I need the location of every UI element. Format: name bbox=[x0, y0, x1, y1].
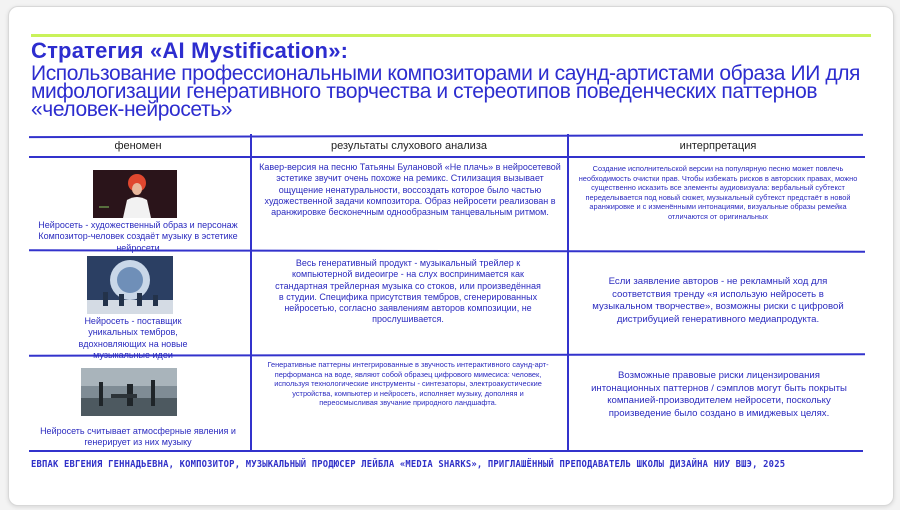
performer-photo bbox=[93, 170, 177, 218]
performance-photo bbox=[81, 368, 177, 416]
row1-interpretation: Создание исполнительской версии на популярную песню может повлечь необходимость очистки прав. Чтобы избежать рисков в авторских правах, можно существенно исказить все элементы аудиовизуала: вербальный субтекст переделывается под новый сюжет, музыкальный субтекст предстаёт в новой аранжировке и с изменёнными интонациями, визуальные образы ремейка отличаются от оригинальных bbox=[578, 164, 858, 221]
table-line bbox=[29, 450, 863, 452]
header-phenomenon: феномен bbox=[114, 140, 162, 152]
author-footer: ЕВПАК ЕВГЕНИЯ ГЕННАДЬЕВНА, КОМПОЗИТОР, МУЗЫКАЛЬНЫЙ ПРОДЮСЕР ЛЕЙБЛА «MEDIA SHARKS», ПРИГЛАШЁННЫЙ ПРЕПОДАВАТЕЛЬ ШКОЛЫ ДИЗАЙНА НИУ ВШЭ, 2025 bbox=[31, 459, 786, 470]
slide bbox=[8, 6, 894, 506]
slide-title bbox=[31, 40, 871, 119]
row2-interpretation: Если заявление авторов - не рекламный ход для соответствия тренду «я использую нейросеть в музыкальном творчестве», возможны риски с цифровой дистрибуцией генеративного медиапродукта. bbox=[592, 276, 844, 325]
table-line bbox=[250, 134, 252, 452]
row3-interpretation: Возможные правовые риски лицензирования интонационных паттернов / сэмплов могут быть покрыты компанией-производителем нейросети, поскольку произведение было создано в имиджевых целях. bbox=[591, 370, 847, 419]
row3-analysis: Генеративные паттерны интегрированные в звучность интерактивного саунд-арт-перформанса на воде, являют собой образец цифрового мимесиса: человек, используя технологические инструменты - синтезаторы, электроакустические устройства, компьютер и нейросеть, исполняет музыку, дополняя и переосмысливая звучание природного ландшафта. bbox=[267, 360, 549, 408]
table-line bbox=[567, 134, 569, 452]
row3-phenomenon: Нейросеть считывает атмосферные явления и генерирует из них музыку bbox=[40, 426, 236, 448]
header-interpretation: интерпретация bbox=[679, 140, 757, 152]
accent-line bbox=[31, 34, 871, 37]
header-analysis: результаты слухового анализа bbox=[331, 140, 487, 152]
row1-analysis: Кавер-версия на песню Татьяны Булановой «Не плачь» в нейросетевой эстетике звучит очень похоже на ремикс. Стилизация вызывает ощущение ненатуральности, воссоздать которое было частью художественной задачи композитора. Образ нейросети реализован в аранжировке бесконечным однообразным танцевальным ритмом. bbox=[259, 162, 561, 218]
title-main: Стратегия «AI Mystification»: bbox=[31, 38, 349, 63]
title-subtitle: Использование профессиональными композиторами и саунд-артистами образа ИИ для мифологизации генеративного творчества и стереотипов поведенческих паттернов «человек-нейросеть» bbox=[31, 62, 861, 121]
row2-analysis: Весь генеративный продукт - музыкальный трейлер к компьютерной видеоигре - на слух воспринимается как стандартная трейлерная музыка со стоков, или произведённая в студии. Специфика присутствия тембров, сгенерированных нейросетью, согласно заявлениям авторов композиции, не прослушивается. bbox=[275, 258, 541, 325]
stage-photo bbox=[87, 256, 173, 314]
table-line bbox=[29, 134, 863, 138]
table-line bbox=[29, 156, 865, 158]
row1-phenomenon: Нейросеть - художественный образ и персонаж Композитор-человек создаёт музыку в эстетике нейросети bbox=[38, 220, 238, 253]
analysis-table bbox=[27, 134, 877, 452]
row2-phenomenon: Нейросеть - поставщик уникальных тембров, вдохновляющих на новые музыкальные идеи bbox=[78, 316, 188, 360]
